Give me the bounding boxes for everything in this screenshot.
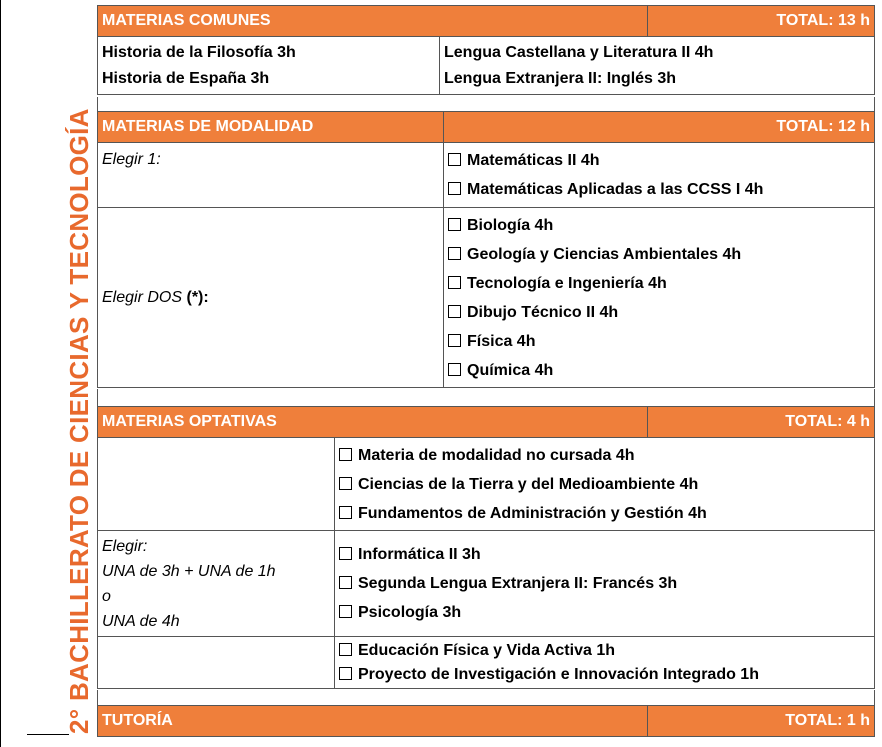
option-label: Psicología 3h (358, 604, 462, 621)
optativas-total: TOTAL: 4 h (648, 407, 875, 438)
optativas-group2-options (335, 531, 875, 637)
modalidad-header: MATERIAS DE MODALIDAD (98, 112, 444, 143)
option-label: Informática II 3h (358, 546, 481, 563)
subject-item: Lengua Extranjera II: Inglés 3h (444, 69, 677, 87)
checkbox-option[interactable] (448, 327, 870, 356)
checkbox-option[interactable] (339, 663, 870, 687)
option-label: Materia de modalidad no cursada 4h (358, 446, 635, 464)
comunes-header: MATERIAS COMUNES (98, 6, 648, 37)
modalidad-group1-options (444, 143, 875, 208)
checkbox-icon[interactable] (448, 305, 461, 318)
checkbox-icon[interactable] (448, 218, 461, 231)
label-line: o (102, 587, 111, 605)
tutoria-header: TUTORÍA (98, 706, 648, 737)
label-line: Elegir: (102, 537, 148, 555)
optativas-group1-options (335, 438, 875, 531)
subject-item: Historia de la Filosofía 3h (102, 43, 296, 61)
checkbox-icon[interactable] (448, 247, 461, 260)
modalidad-table (97, 111, 875, 388)
checkbox-option[interactable] (448, 211, 870, 240)
side-panel (0, 0, 92, 747)
option-label: Matemáticas Aplicadas a las CCSS I 4h (467, 181, 764, 198)
option-label: Geología y Ciencias Ambientales 4h (467, 245, 742, 263)
option-label: Física 4h (467, 332, 536, 350)
optativas-empty-cell (98, 637, 335, 689)
checkbox-icon[interactable] (339, 667, 352, 680)
comunes-left-cell (98, 37, 440, 95)
subject-item: Lengua Castellana y Literatura II 4h (444, 43, 714, 61)
subject-item: Historia de España 3h (102, 69, 270, 87)
side-title-underline (27, 734, 69, 735)
optativas-label-cell (98, 531, 335, 637)
side-title: 2° BACHILLERATO DE CIENCIAS Y TECNOLOGÍA (64, 108, 94, 734)
tutoria-table (97, 705, 875, 737)
optativas-group3-options (335, 637, 875, 689)
modalidad-group2-options (444, 208, 875, 388)
checkbox-option[interactable] (339, 441, 870, 470)
checkbox-option[interactable] (339, 540, 870, 569)
option-label: Fundamentos de Administración y Gestión 4h (358, 504, 707, 522)
checkbox-option[interactable] (448, 175, 870, 204)
modalidad-total: TOTAL: 12 h (444, 112, 875, 143)
checkbox-option[interactable] (339, 470, 870, 499)
optativas-table (97, 406, 875, 689)
checkbox-icon[interactable] (339, 506, 352, 519)
checkbox-option[interactable] (448, 146, 870, 175)
checkbox-icon[interactable] (448, 182, 461, 195)
label-line: UNA de 4h (102, 612, 180, 630)
label-text: Elegir DOS (102, 288, 183, 306)
side-border (0, 0, 1, 747)
option-label: Segunda Lengua Extranjera II: Francés 3h (358, 575, 678, 592)
label-line: UNA de 3h + UNA de 1h (102, 562, 276, 580)
spacer (97, 97, 875, 111)
checkbox-option[interactable] (339, 499, 870, 528)
label-suffix: (*): (186, 288, 209, 306)
option-label: Tecnología e Ingeniería 4h (467, 274, 667, 292)
option-label: Educación Física y Vida Activa 1h (358, 641, 615, 659)
option-label: Química 4h (467, 361, 554, 379)
checkbox-icon[interactable] (448, 153, 461, 166)
checkbox-icon[interactable] (339, 576, 352, 589)
checkbox-option[interactable] (448, 298, 870, 327)
checkbox-icon[interactable] (448, 276, 461, 289)
option-label: Matemáticas II 4h (467, 152, 600, 169)
checkbox-option[interactable] (448, 240, 870, 269)
tutoria-total: TOTAL: 1 h (648, 706, 875, 737)
checkbox-icon[interactable] (339, 448, 352, 461)
comunes-table (97, 5, 875, 95)
comunes-total: TOTAL: 13 h (648, 6, 875, 37)
optativas-header: MATERIAS OPTATIVAS (98, 407, 648, 438)
spacer (97, 690, 875, 705)
checkbox-icon[interactable] (339, 643, 352, 656)
checkbox-icon[interactable] (448, 363, 461, 376)
option-label: Dibujo Técnico II 4h (467, 303, 619, 321)
modalidad-group2-label (98, 208, 444, 388)
checkbox-option[interactable] (339, 569, 870, 598)
checkbox-option[interactable] (339, 598, 870, 627)
checkbox-icon[interactable] (339, 477, 352, 490)
option-label: Ciencias de la Tierra y del Medioambiente 4h (358, 475, 699, 493)
option-label: Biología 4h (467, 216, 554, 234)
modalidad-group1-label: Elegir 1: (98, 143, 444, 208)
checkbox-icon[interactable] (339, 547, 352, 560)
optativas-empty-cell (98, 438, 335, 531)
checkbox-icon[interactable] (339, 605, 352, 618)
checkbox-option[interactable] (448, 269, 870, 298)
spacer (97, 389, 875, 406)
comunes-right-cell (440, 37, 875, 95)
checkbox-icon[interactable] (448, 334, 461, 347)
checkbox-option[interactable] (448, 356, 870, 385)
checkbox-option[interactable] (339, 639, 870, 663)
option-label: Proyecto de Investigación e Innovación Integrado 1h (358, 665, 759, 683)
